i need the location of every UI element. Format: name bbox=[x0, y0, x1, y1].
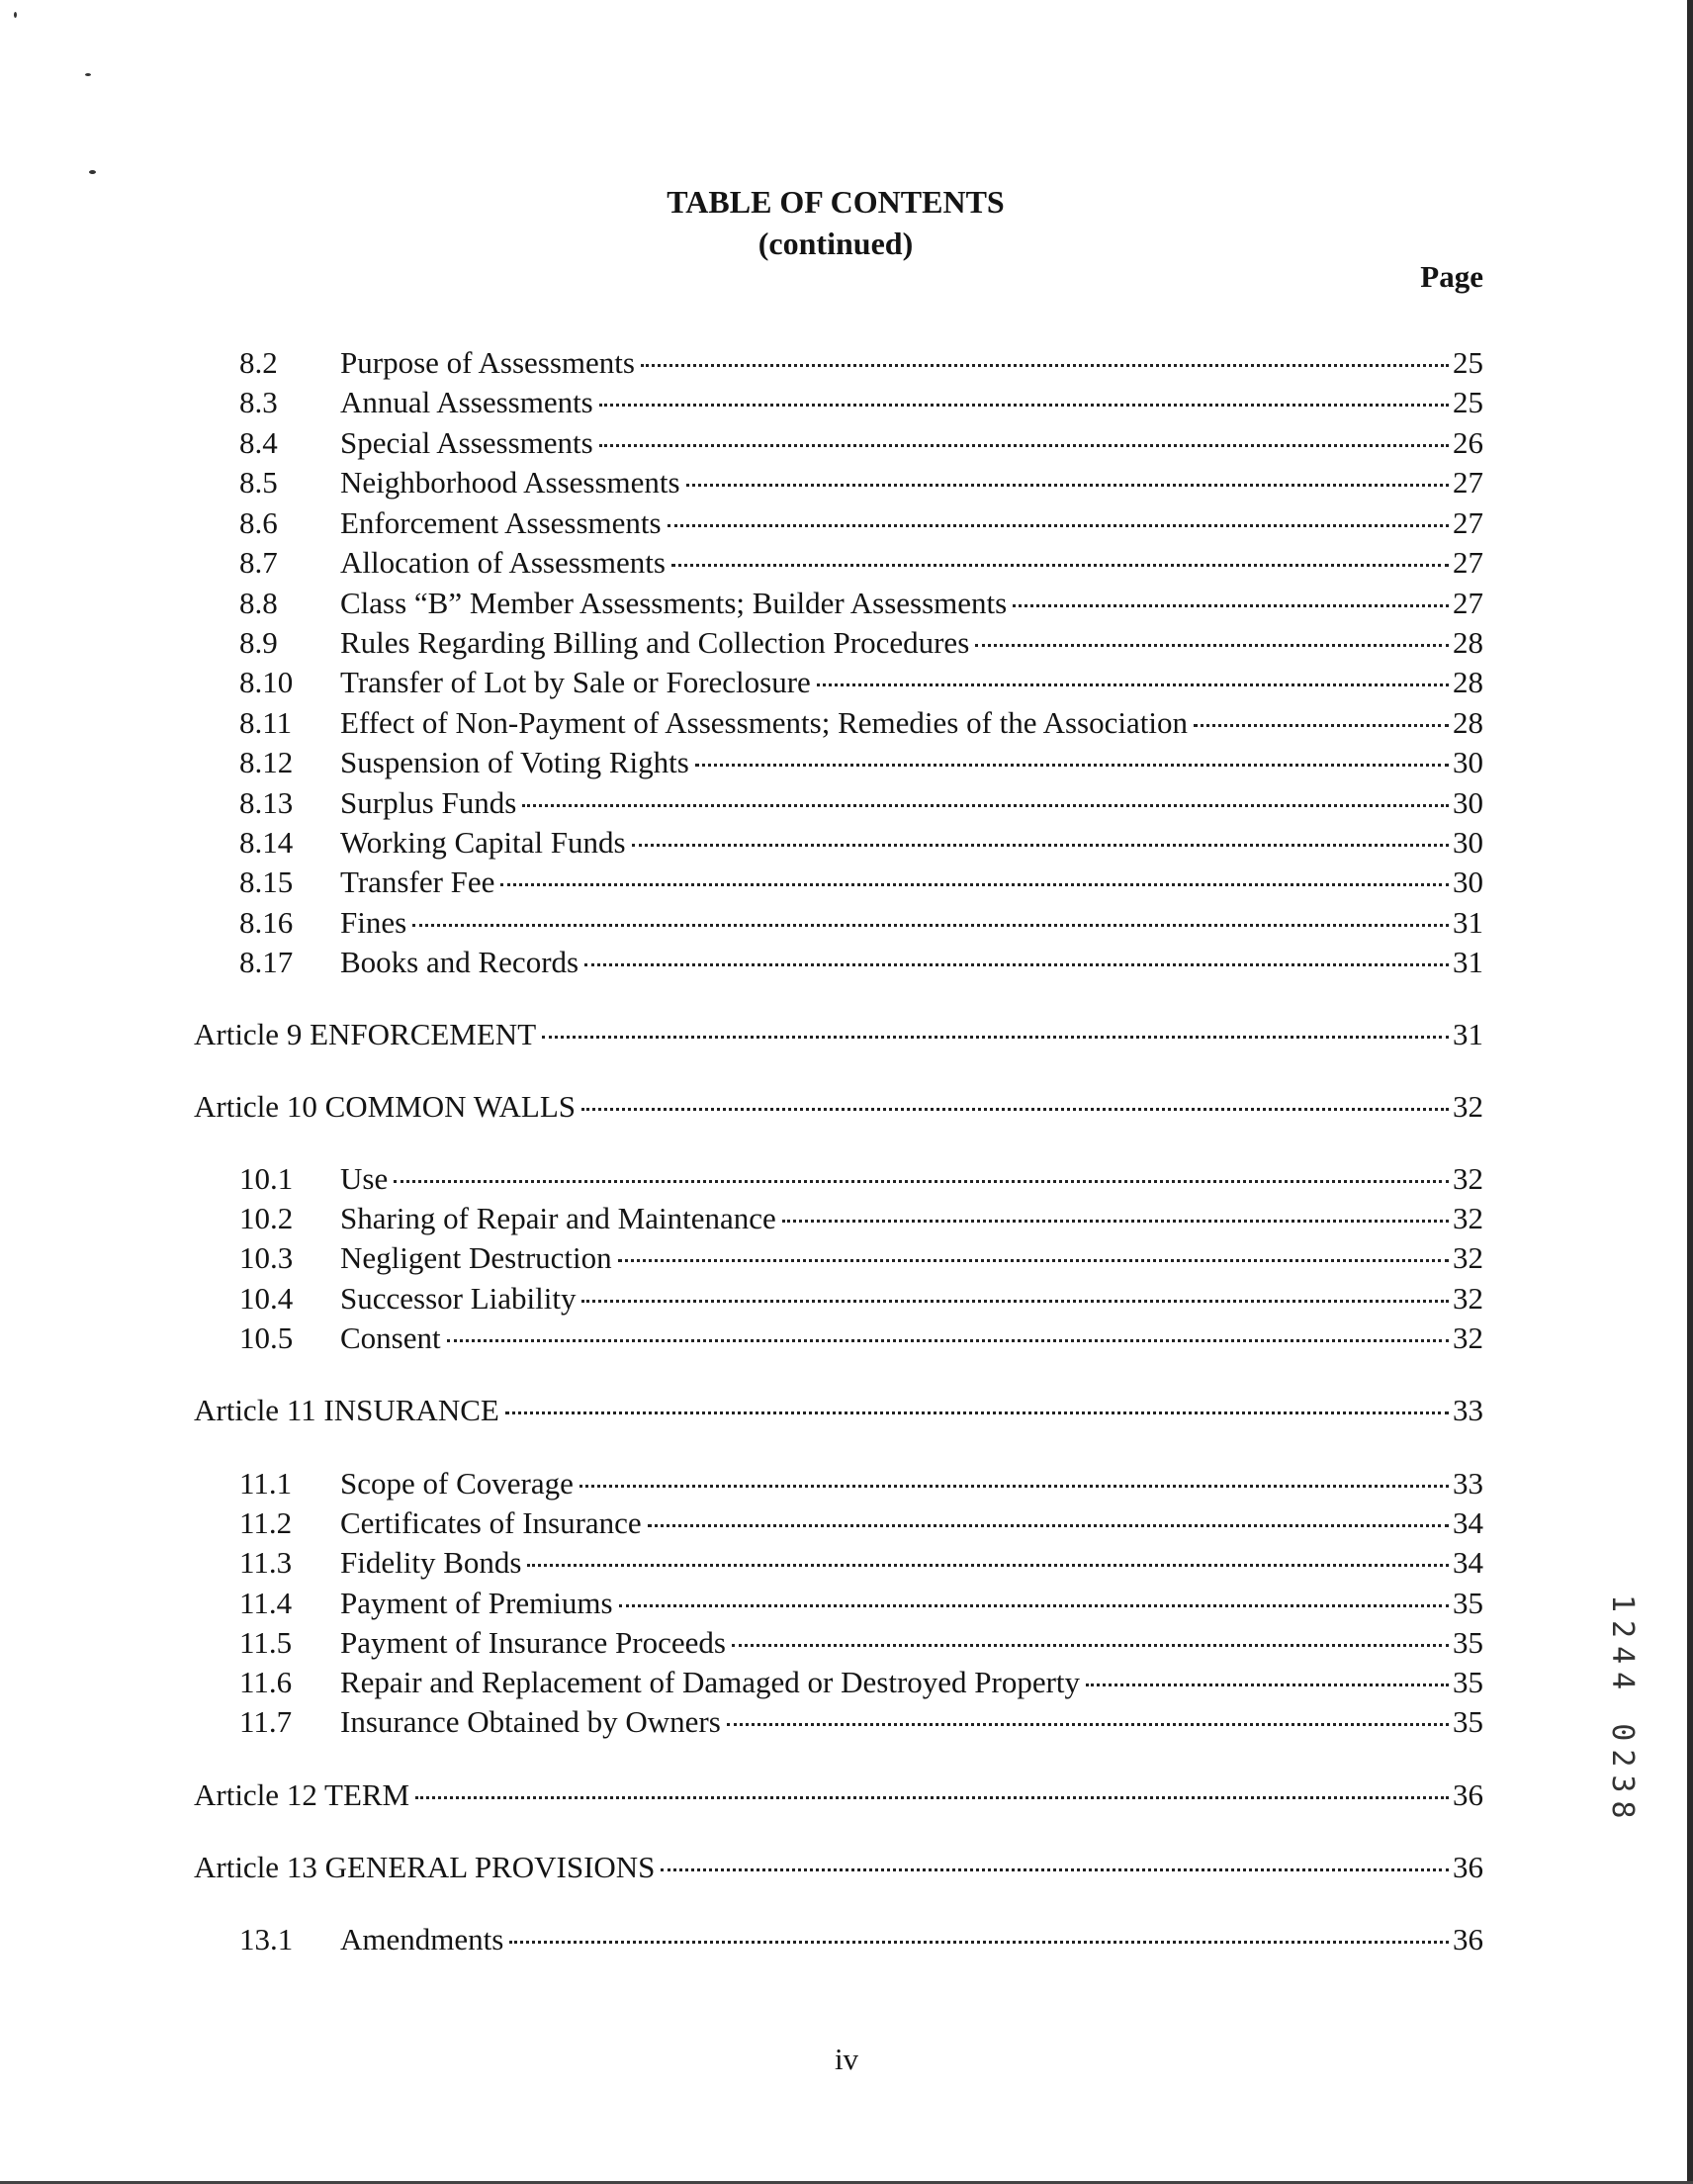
dot-leader bbox=[1086, 1684, 1449, 1686]
toc-section-row bbox=[239, 504, 1483, 542]
dot-leader bbox=[782, 1220, 1449, 1223]
dot-leader bbox=[505, 1411, 1449, 1414]
dot-leader bbox=[732, 1644, 1449, 1647]
dot-leader bbox=[727, 1723, 1449, 1726]
toc-section-row bbox=[239, 424, 1483, 462]
dot-leader bbox=[522, 804, 1449, 807]
dot-leader bbox=[1013, 604, 1449, 607]
page-number: 31 bbox=[1453, 905, 1483, 940]
section-title: Insurance Obtained by Owners bbox=[340, 1704, 721, 1739]
toc-section-row bbox=[239, 784, 1483, 822]
section-number: 8.12 bbox=[239, 745, 294, 779]
dot-leader bbox=[695, 764, 1449, 767]
dot-leader bbox=[668, 524, 1449, 527]
section-title: Transfer Fee bbox=[340, 864, 495, 899]
toc-section-row bbox=[239, 624, 1483, 662]
section-title: Neighborhood Assessments bbox=[340, 465, 680, 500]
dot-leader bbox=[1194, 724, 1449, 727]
section-number: 8.2 bbox=[239, 345, 278, 380]
toc-section-row bbox=[239, 904, 1483, 942]
section-title: Allocation of Assessments bbox=[340, 545, 666, 580]
section-number: 8.10 bbox=[239, 665, 294, 699]
toc-section-row bbox=[239, 664, 1483, 701]
section-title: Surplus Funds bbox=[340, 785, 517, 820]
dot-leader bbox=[415, 1796, 1449, 1799]
toc-section-row bbox=[239, 1200, 1483, 1237]
dot-leader bbox=[447, 1339, 1449, 1342]
section-title: Successor Liability bbox=[340, 1281, 577, 1316]
toc-section-row bbox=[239, 824, 1483, 862]
section-title: Sharing of Repair and Maintenance bbox=[340, 1201, 776, 1235]
section-title: Rules Regarding Billing and Collection Procedures bbox=[340, 625, 970, 660]
section-number: 8.4 bbox=[239, 425, 278, 460]
recording-stamp bbox=[1600, 1594, 1644, 1871]
toc-section-row bbox=[239, 744, 1483, 781]
dot-leader bbox=[618, 1259, 1449, 1262]
dot-leader bbox=[671, 564, 1449, 567]
article-title: Article 13 GENERAL PROVISIONS bbox=[194, 1850, 656, 1884]
page-number: 30 bbox=[1453, 745, 1483, 779]
page-number: 32 bbox=[1453, 1240, 1483, 1275]
section-number: 8.5 bbox=[239, 465, 278, 500]
dot-leader bbox=[527, 1564, 1449, 1567]
dot-leader bbox=[581, 1108, 1449, 1111]
section-title: Annual Assessments bbox=[340, 385, 593, 419]
toc-section-row bbox=[239, 544, 1483, 582]
document-title: TABLE OF CONTENTS bbox=[667, 184, 1005, 220]
page-number: 35 bbox=[1453, 1704, 1483, 1739]
section-number: 10.3 bbox=[239, 1240, 294, 1275]
article-title: Article 12 TERM bbox=[194, 1777, 410, 1812]
section-number: 8.9 bbox=[239, 625, 278, 660]
page-number: 27 bbox=[1453, 505, 1483, 540]
section-title: Fines bbox=[340, 905, 407, 940]
toc-section-row bbox=[239, 1921, 1483, 1958]
article-title: Article 11 INSURANCE bbox=[194, 1393, 499, 1427]
toc-article-row bbox=[194, 1849, 1483, 1886]
dot-leader bbox=[584, 963, 1449, 966]
page-number: 26 bbox=[1453, 425, 1483, 460]
page-number: 27 bbox=[1453, 465, 1483, 500]
section-number: 8.6 bbox=[239, 505, 278, 540]
section-title: Certificates of Insurance bbox=[340, 1505, 642, 1540]
section-title: Books and Records bbox=[340, 945, 579, 979]
page-number: 34 bbox=[1453, 1545, 1483, 1580]
toc-section-row bbox=[239, 1465, 1483, 1502]
section-title: Repair and Replacement of Damaged or Destroyed Property bbox=[340, 1665, 1081, 1699]
section-number: 8.14 bbox=[239, 825, 294, 860]
dot-leader bbox=[686, 484, 1449, 487]
page-number: 32 bbox=[1453, 1161, 1483, 1196]
page-number: 28 bbox=[1453, 705, 1483, 740]
section-number: 8.16 bbox=[239, 905, 294, 940]
page-number: 36 bbox=[1453, 1777, 1483, 1812]
toc-section-row bbox=[239, 1664, 1483, 1701]
section-number: 10.4 bbox=[239, 1281, 294, 1316]
page-number-footer: iv bbox=[834, 2042, 859, 2076]
dot-leader bbox=[817, 683, 1449, 686]
section-number: 11.7 bbox=[239, 1704, 293, 1739]
page-number: 32 bbox=[1453, 1089, 1483, 1124]
document-subtitle: (continued) bbox=[757, 226, 914, 261]
section-title: Transfer of Lot by Sale or Foreclosure bbox=[340, 665, 811, 699]
section-number: 10.1 bbox=[239, 1161, 294, 1196]
section-number: 8.15 bbox=[239, 864, 294, 899]
toc-section-row bbox=[239, 1160, 1483, 1198]
page-number: 32 bbox=[1453, 1320, 1483, 1355]
toc-section-row bbox=[239, 864, 1483, 901]
page-number: 33 bbox=[1453, 1466, 1483, 1501]
section-number: 10.2 bbox=[239, 1201, 294, 1235]
section-title: Use bbox=[340, 1161, 389, 1196]
page-column-header: Page bbox=[1420, 259, 1483, 294]
page-number: 33 bbox=[1453, 1393, 1483, 1427]
article-title: Article 10 COMMON WALLS bbox=[194, 1089, 577, 1124]
section-number: 8.3 bbox=[239, 385, 278, 419]
page-number: 35 bbox=[1453, 1586, 1483, 1620]
page-number: 27 bbox=[1453, 545, 1483, 580]
toc-article-row bbox=[194, 1016, 1483, 1053]
dot-leader bbox=[641, 364, 1449, 367]
page-number: 30 bbox=[1453, 825, 1483, 860]
section-title: Purpose of Assessments bbox=[340, 345, 635, 380]
page-number: 31 bbox=[1453, 1017, 1483, 1051]
dot-leader bbox=[500, 883, 1449, 886]
page-number: 27 bbox=[1453, 586, 1483, 620]
page-number: 32 bbox=[1453, 1281, 1483, 1316]
page-number: 36 bbox=[1453, 1850, 1483, 1884]
section-title: Fidelity Bonds bbox=[340, 1545, 522, 1580]
dot-leader bbox=[661, 1868, 1449, 1871]
toc-section-row bbox=[239, 1239, 1483, 1277]
toc-section-row bbox=[239, 1280, 1483, 1318]
page-number: 28 bbox=[1453, 625, 1483, 660]
dot-leader bbox=[632, 844, 1449, 847]
section-title: Amendments bbox=[340, 1922, 504, 1956]
article-title: Article 9 ENFORCEMENT bbox=[194, 1017, 537, 1051]
section-title: Negligent Destruction bbox=[340, 1240, 612, 1275]
toc-article-row bbox=[194, 1392, 1483, 1429]
section-title: Special Assessments bbox=[340, 425, 593, 460]
section-number: 11.2 bbox=[239, 1505, 293, 1540]
section-title: Consent bbox=[340, 1320, 441, 1355]
page-number: 36 bbox=[1453, 1922, 1483, 1956]
recording-stamp-text: 1244 0238 bbox=[1605, 1594, 1640, 1827]
toc-section-row bbox=[239, 704, 1483, 742]
page-number: 35 bbox=[1453, 1625, 1483, 1660]
section-number: 10.5 bbox=[239, 1320, 294, 1355]
page-number: 34 bbox=[1453, 1505, 1483, 1540]
page-number: 35 bbox=[1453, 1665, 1483, 1699]
section-number: 11.3 bbox=[239, 1545, 293, 1580]
dot-leader bbox=[542, 1036, 1449, 1039]
section-title: Effect of Non-Payment of Assessments; Remedies of the Association bbox=[340, 705, 1188, 740]
dot-leader bbox=[975, 644, 1449, 647]
dot-leader bbox=[581, 1300, 1449, 1303]
section-number: 8.11 bbox=[239, 705, 293, 740]
section-title: Payment of Premiums bbox=[340, 1586, 613, 1620]
dot-leader bbox=[599, 444, 1449, 447]
toc-section-row bbox=[239, 944, 1483, 981]
section-number: 11.1 bbox=[239, 1466, 293, 1501]
toc-section-row bbox=[239, 1624, 1483, 1662]
section-title: Suspension of Voting Rights bbox=[340, 745, 689, 779]
section-title: Scope of Coverage bbox=[340, 1466, 574, 1501]
page-number: 25 bbox=[1453, 345, 1483, 380]
section-title: Payment of Insurance Proceeds bbox=[340, 1625, 726, 1660]
page-number: 30 bbox=[1453, 864, 1483, 899]
dot-leader bbox=[412, 924, 1449, 927]
section-title: Enforcement Assessments bbox=[340, 505, 662, 540]
page-number: 30 bbox=[1453, 785, 1483, 820]
page-number: 25 bbox=[1453, 385, 1483, 419]
section-number: 11.4 bbox=[239, 1586, 293, 1620]
section-number: 8.17 bbox=[239, 945, 294, 979]
page-number: 31 bbox=[1453, 945, 1483, 979]
section-number: 8.8 bbox=[239, 586, 278, 620]
toc-section-row bbox=[239, 1703, 1483, 1741]
dot-leader bbox=[648, 1524, 1449, 1527]
section-title: Working Capital Funds bbox=[340, 825, 626, 860]
dot-leader bbox=[394, 1180, 1449, 1183]
section-number: 11.6 bbox=[239, 1665, 293, 1699]
dot-leader bbox=[619, 1604, 1449, 1607]
toc-section-row bbox=[239, 384, 1483, 421]
page-number: 32 bbox=[1453, 1201, 1483, 1235]
toc-section-row bbox=[239, 1320, 1483, 1357]
section-number: 13.1 bbox=[239, 1922, 294, 1956]
page-number: 28 bbox=[1453, 665, 1483, 699]
dot-leader bbox=[599, 404, 1449, 407]
toc-section-row bbox=[239, 1585, 1483, 1622]
section-title: Class “B” Member Assessments; Builder Assessments bbox=[340, 586, 1008, 620]
toc-article-row bbox=[194, 1776, 1483, 1814]
toc-section-row bbox=[239, 1544, 1483, 1582]
section-number: 8.13 bbox=[239, 785, 294, 820]
section-number: 11.5 bbox=[239, 1625, 293, 1660]
section-number: 8.7 bbox=[239, 545, 278, 580]
dot-leader bbox=[509, 1941, 1449, 1944]
dot-leader bbox=[579, 1485, 1449, 1488]
toc-section-row bbox=[239, 464, 1483, 501]
toc-section-row bbox=[239, 1504, 1483, 1542]
toc-section-row bbox=[239, 585, 1483, 622]
toc-article-row bbox=[194, 1088, 1483, 1126]
toc-section-row bbox=[239, 344, 1483, 382]
